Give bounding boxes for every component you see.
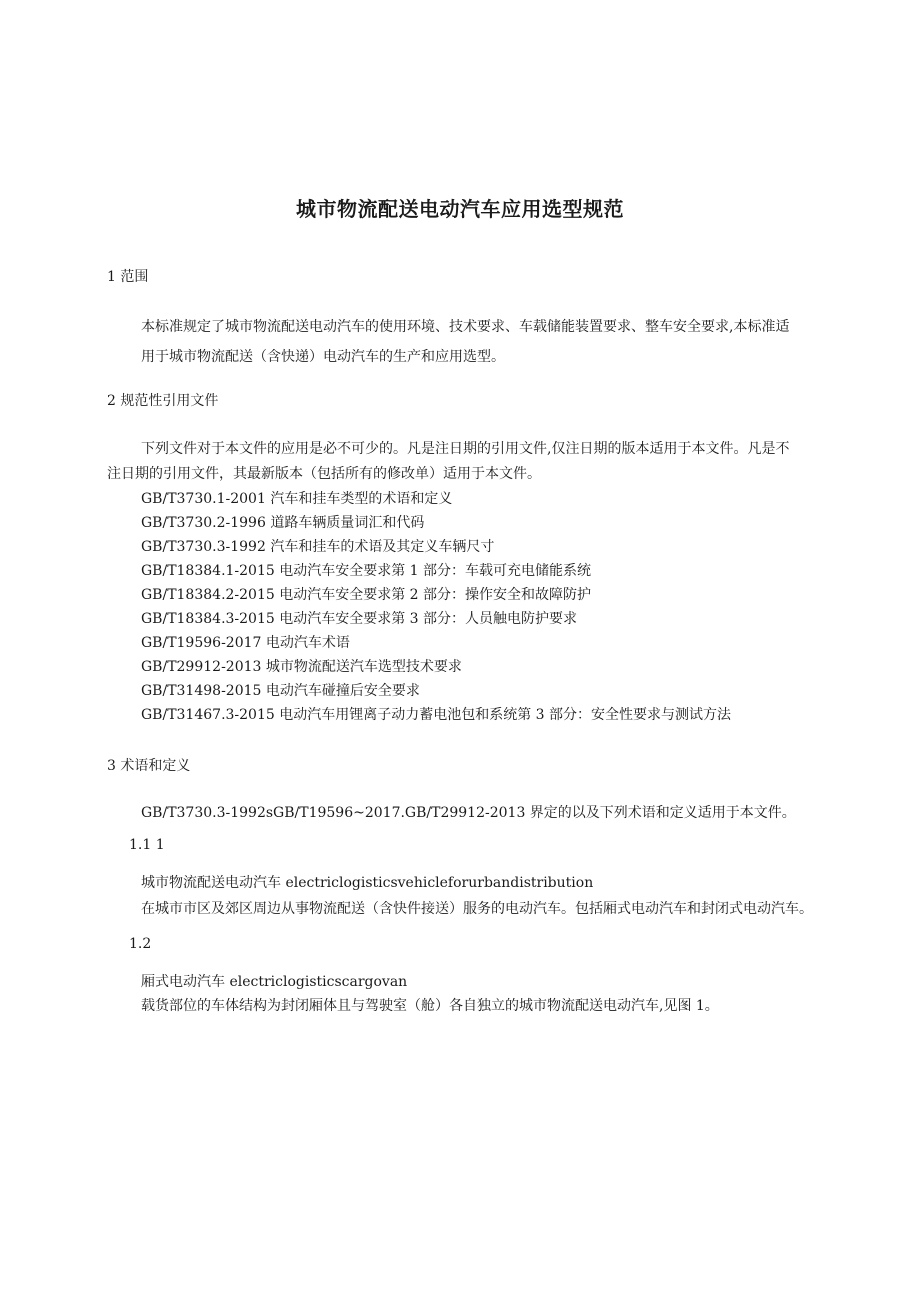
reference-item: GB/T3730.3-1992 汽车和挂车的术语及其定义车辆尺寸: [141, 539, 495, 555]
paragraph-line: 下列文件对于本文件的应用是必不可少的。凡是注日期的引用文件,仅注日期的版本适用于本文件。凡是不: [141, 441, 790, 457]
term-number: 1.1 1: [129, 837, 165, 853]
term-number: 1.2: [129, 936, 152, 952]
section-1-heading: 1 范围: [107, 269, 149, 285]
reference-item: GB/T29912-2013 城市物流配送汽车选型技术要求: [141, 659, 462, 675]
reference-item: GB/T18384.3-2015 电动汽车安全要求第 3 部分：人员触电防护要求: [141, 611, 578, 627]
term-definition: 在城市市区及郊区周边从事物流配送（含快件接送）服务的电动汽车。包括厢式电动汽车和封闭式电动汽车。: [141, 901, 813, 917]
section-3-intro: GB/T3730.3-1992sGB/T19596~2017.GB/T29912-2013 界定的以及下列术语和定义适用于本文件。: [141, 805, 796, 821]
reference-item: GB/T18384.1-2015 电动汽车安全要求第 1 部分：车载可充电储能系统: [141, 563, 592, 579]
document-title: 城市物流配送电动汽车应用选型规范: [296, 197, 624, 221]
paragraph-line: 用于城市物流配送（含快递）电动汽车的生产和应用选型。: [141, 349, 505, 365]
reference-item: GB/T31467.3-2015 电动汽车用锂离子动力蓄电池包和系统第 3 部分：安全性要求与测试方法: [141, 707, 732, 723]
reference-item: GB/T31498-2015 电动汽车碰撞后安全要求: [141, 683, 420, 699]
section-3-heading: 3 术语和定义: [107, 758, 191, 774]
paragraph-line: 本标准规定了城市物流配送电动汽车的使用环境、技术要求、车载储能装置要求、整车安全要求,本标准适: [141, 319, 790, 335]
paragraph-line: 注日期的引用文件，其最新版本（包括所有的修改单）适用于本文件。: [107, 466, 541, 482]
reference-item: GB/T3730.2-1996 道路车辆质量词汇和代码: [141, 515, 425, 531]
term-name: 城市物流配送电动汽车 electriclogisticsvehicleforurbandistribution: [141, 875, 594, 891]
section-1-paragraph: [107, 312, 867, 372]
reference-list: [141, 487, 731, 727]
term-definition: 载货部位的车体结构为封闭厢体且与驾驶室（舱）各自独立的城市物流配送电动汽车,见图 1。: [141, 998, 719, 1014]
section-2-heading: 2 规范性引用文件: [107, 393, 219, 409]
term-name: 厢式电动汽车 electriclogisticscargovan: [141, 974, 408, 990]
reference-item: GB/T19596-2017 电动汽车术语: [141, 635, 350, 651]
reference-item: GB/T18384.2-2015 电动汽车安全要求第 2 部分：操作安全和故障防护: [141, 587, 592, 603]
section-2-intro: [107, 437, 867, 487]
reference-item: GB/T3730.1-2001 汽车和挂车类型的术语和定义: [141, 491, 453, 507]
